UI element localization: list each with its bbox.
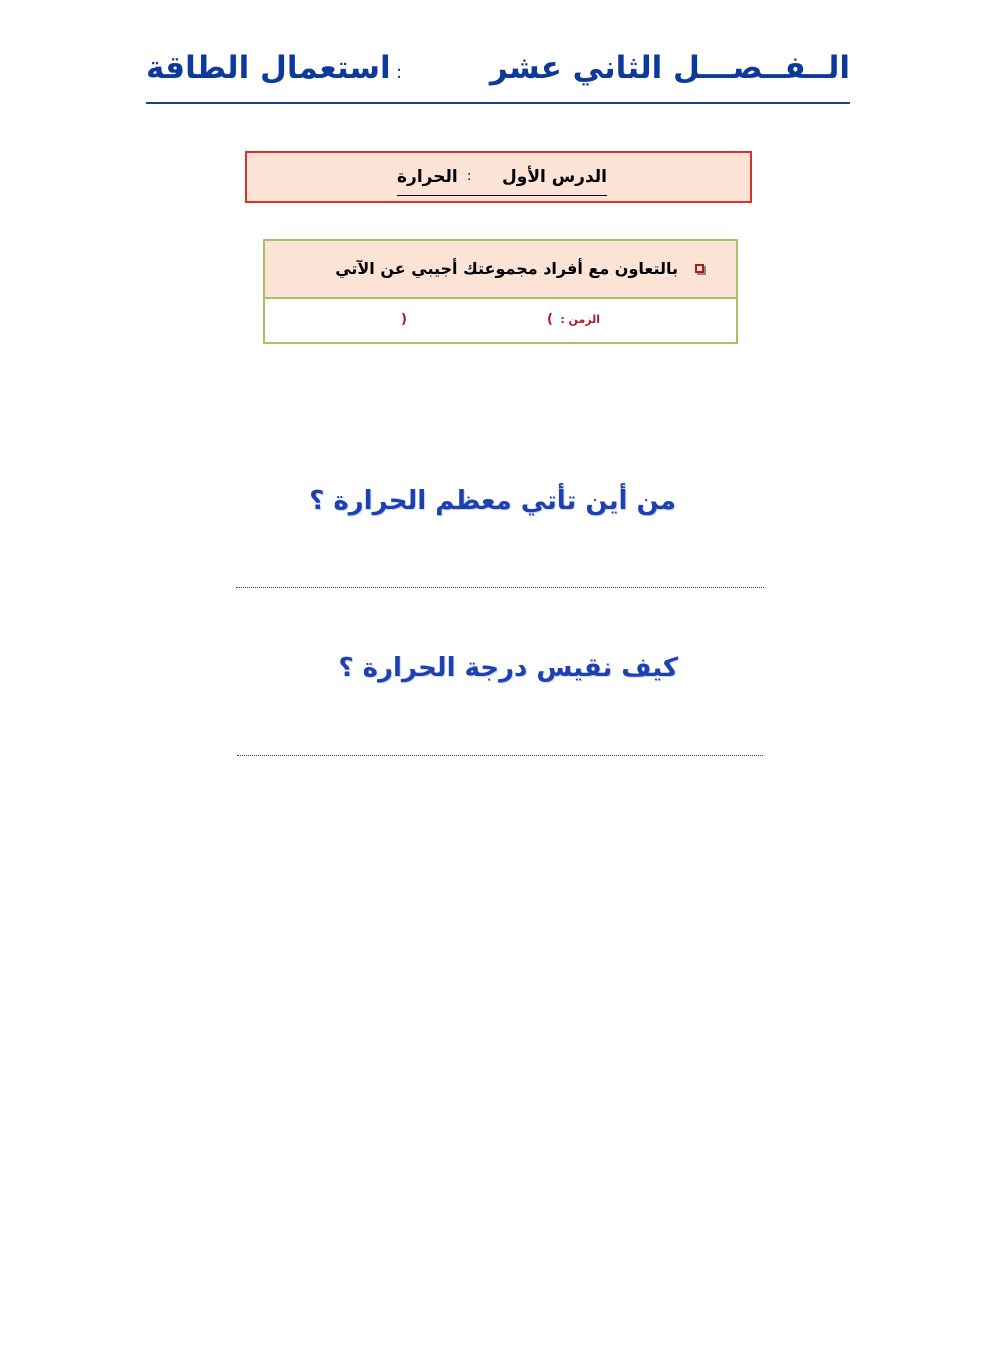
lesson-box xyxy=(245,151,752,203)
lesson-heading xyxy=(397,167,607,196)
task-instruction: بالتعاون مع أفراد مجموعتك أجيبي عن الآتي xyxy=(335,259,678,278)
chapter-title: الــفــصـــل الثاني عشر xyxy=(489,50,850,86)
lesson-separator: : xyxy=(467,169,472,184)
answer-line-1 xyxy=(236,587,764,588)
chapter-subject: استعمال الطاقة xyxy=(146,50,391,86)
time-label: الزمن : xyxy=(560,313,600,326)
answer-line-2 xyxy=(237,755,763,756)
time-paren-open: ( xyxy=(547,312,553,327)
task-instruction-row xyxy=(265,241,736,299)
question-measure-temperature: كيف نقيس درجة الحرارة ؟ xyxy=(338,653,678,683)
chapter-header xyxy=(146,44,850,104)
lesson-topic: الحرارة xyxy=(397,167,458,187)
checkbox-icon xyxy=(695,264,704,273)
task-box xyxy=(263,239,738,344)
chapter-separator: : xyxy=(396,62,403,83)
lesson-label: الدرس الأول xyxy=(502,167,607,187)
question-heat-source: من أين تأتي معظم الحرارة ؟ xyxy=(309,486,676,516)
time-paren-close: ) xyxy=(401,312,407,327)
